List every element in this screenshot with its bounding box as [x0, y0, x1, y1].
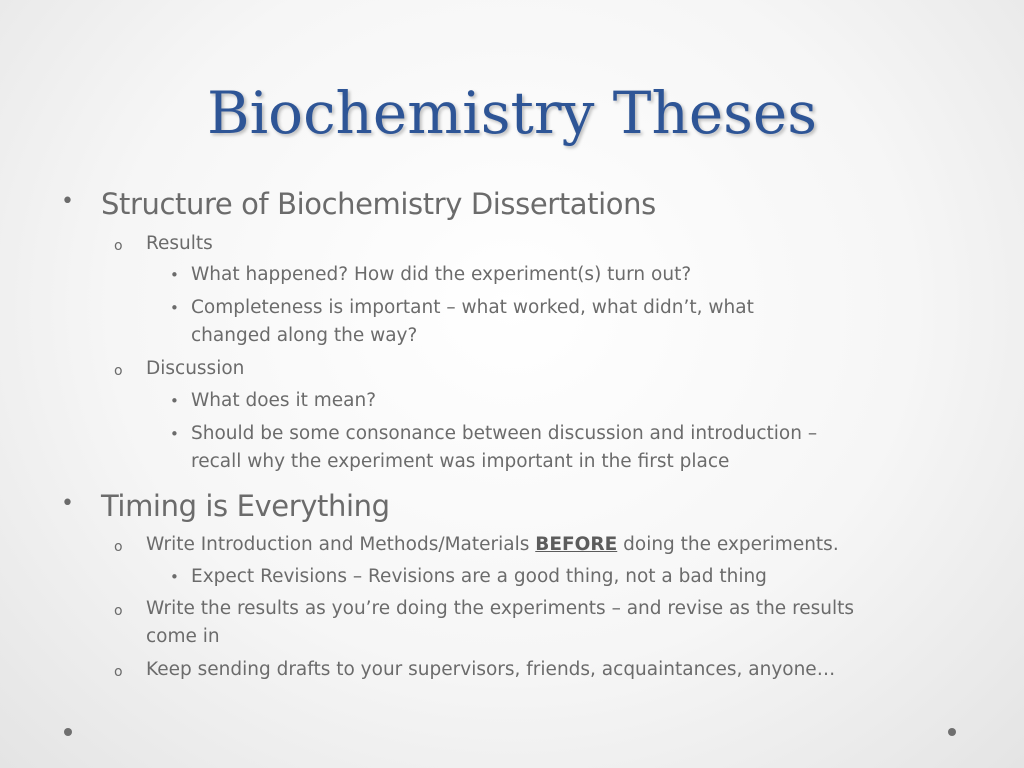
sub-bullet-marker: o — [114, 664, 123, 680]
sub-bullet-marker: o — [114, 363, 123, 379]
slide-title: Biochemistry Theses — [206, 79, 818, 147]
sub-bullet-write-results-line1: Write the results as you’re doing the experiments – and revise as the results — [146, 598, 855, 619]
sub-sub-bullet-marker: • — [170, 568, 179, 586]
sub-sub-bullet-marker: • — [170, 392, 179, 410]
item-what-happened: What happened? How did the experiment(s) turn out? — [191, 264, 692, 285]
sub-bullet-marker: o — [114, 539, 123, 555]
item-completeness-line2: changed along the way? — [191, 325, 418, 346]
write-intro-text: Write Introduction and Methods/Materials — [146, 534, 536, 555]
item-consonance-line1: Should be some consonance between discussion and introduction – — [191, 423, 818, 444]
item-consonance-line2: recall why the experiment was important in the first place — [191, 451, 730, 472]
sub-bullet-marker: o — [114, 238, 123, 254]
corner-dot-right — [948, 728, 956, 736]
sub-bullet-keep-sending: Keep sending drafts to your supervisors, friends, acquaintances, anyone… — [146, 659, 836, 680]
write-intro-text-after: doing the experiments. — [617, 534, 839, 555]
sub-sub-bullet-marker: • — [170, 266, 179, 284]
sub-bullet-results: Results — [146, 233, 213, 254]
sub-bullet-discussion: Discussion — [146, 358, 245, 379]
bullet-marker: • — [61, 491, 74, 516]
before-emphasis: BEFORE — [535, 534, 618, 555]
bullet-structure: Structure of Biochemistry Dissertations — [101, 187, 656, 221]
sub-bullet-write-results-line2: come in — [146, 626, 220, 647]
sub-bullet-write-intro — [146, 534, 839, 555]
bullet-marker: • — [61, 189, 74, 214]
sub-sub-bullet-marker: • — [170, 299, 179, 317]
corner-dot-left — [64, 728, 72, 736]
sub-sub-bullet-marker: • — [170, 425, 179, 443]
item-completeness-line1: Completeness is important – what worked, what didn’t, what — [191, 297, 754, 318]
item-expect-revisions: Expect Revisions – Revisions are a good thing, not a bad thing — [191, 566, 767, 587]
item-what-mean: What does it mean? — [191, 390, 377, 411]
sub-bullet-marker: o — [114, 603, 123, 619]
bullet-timing: Timing is Everything — [101, 489, 390, 523]
